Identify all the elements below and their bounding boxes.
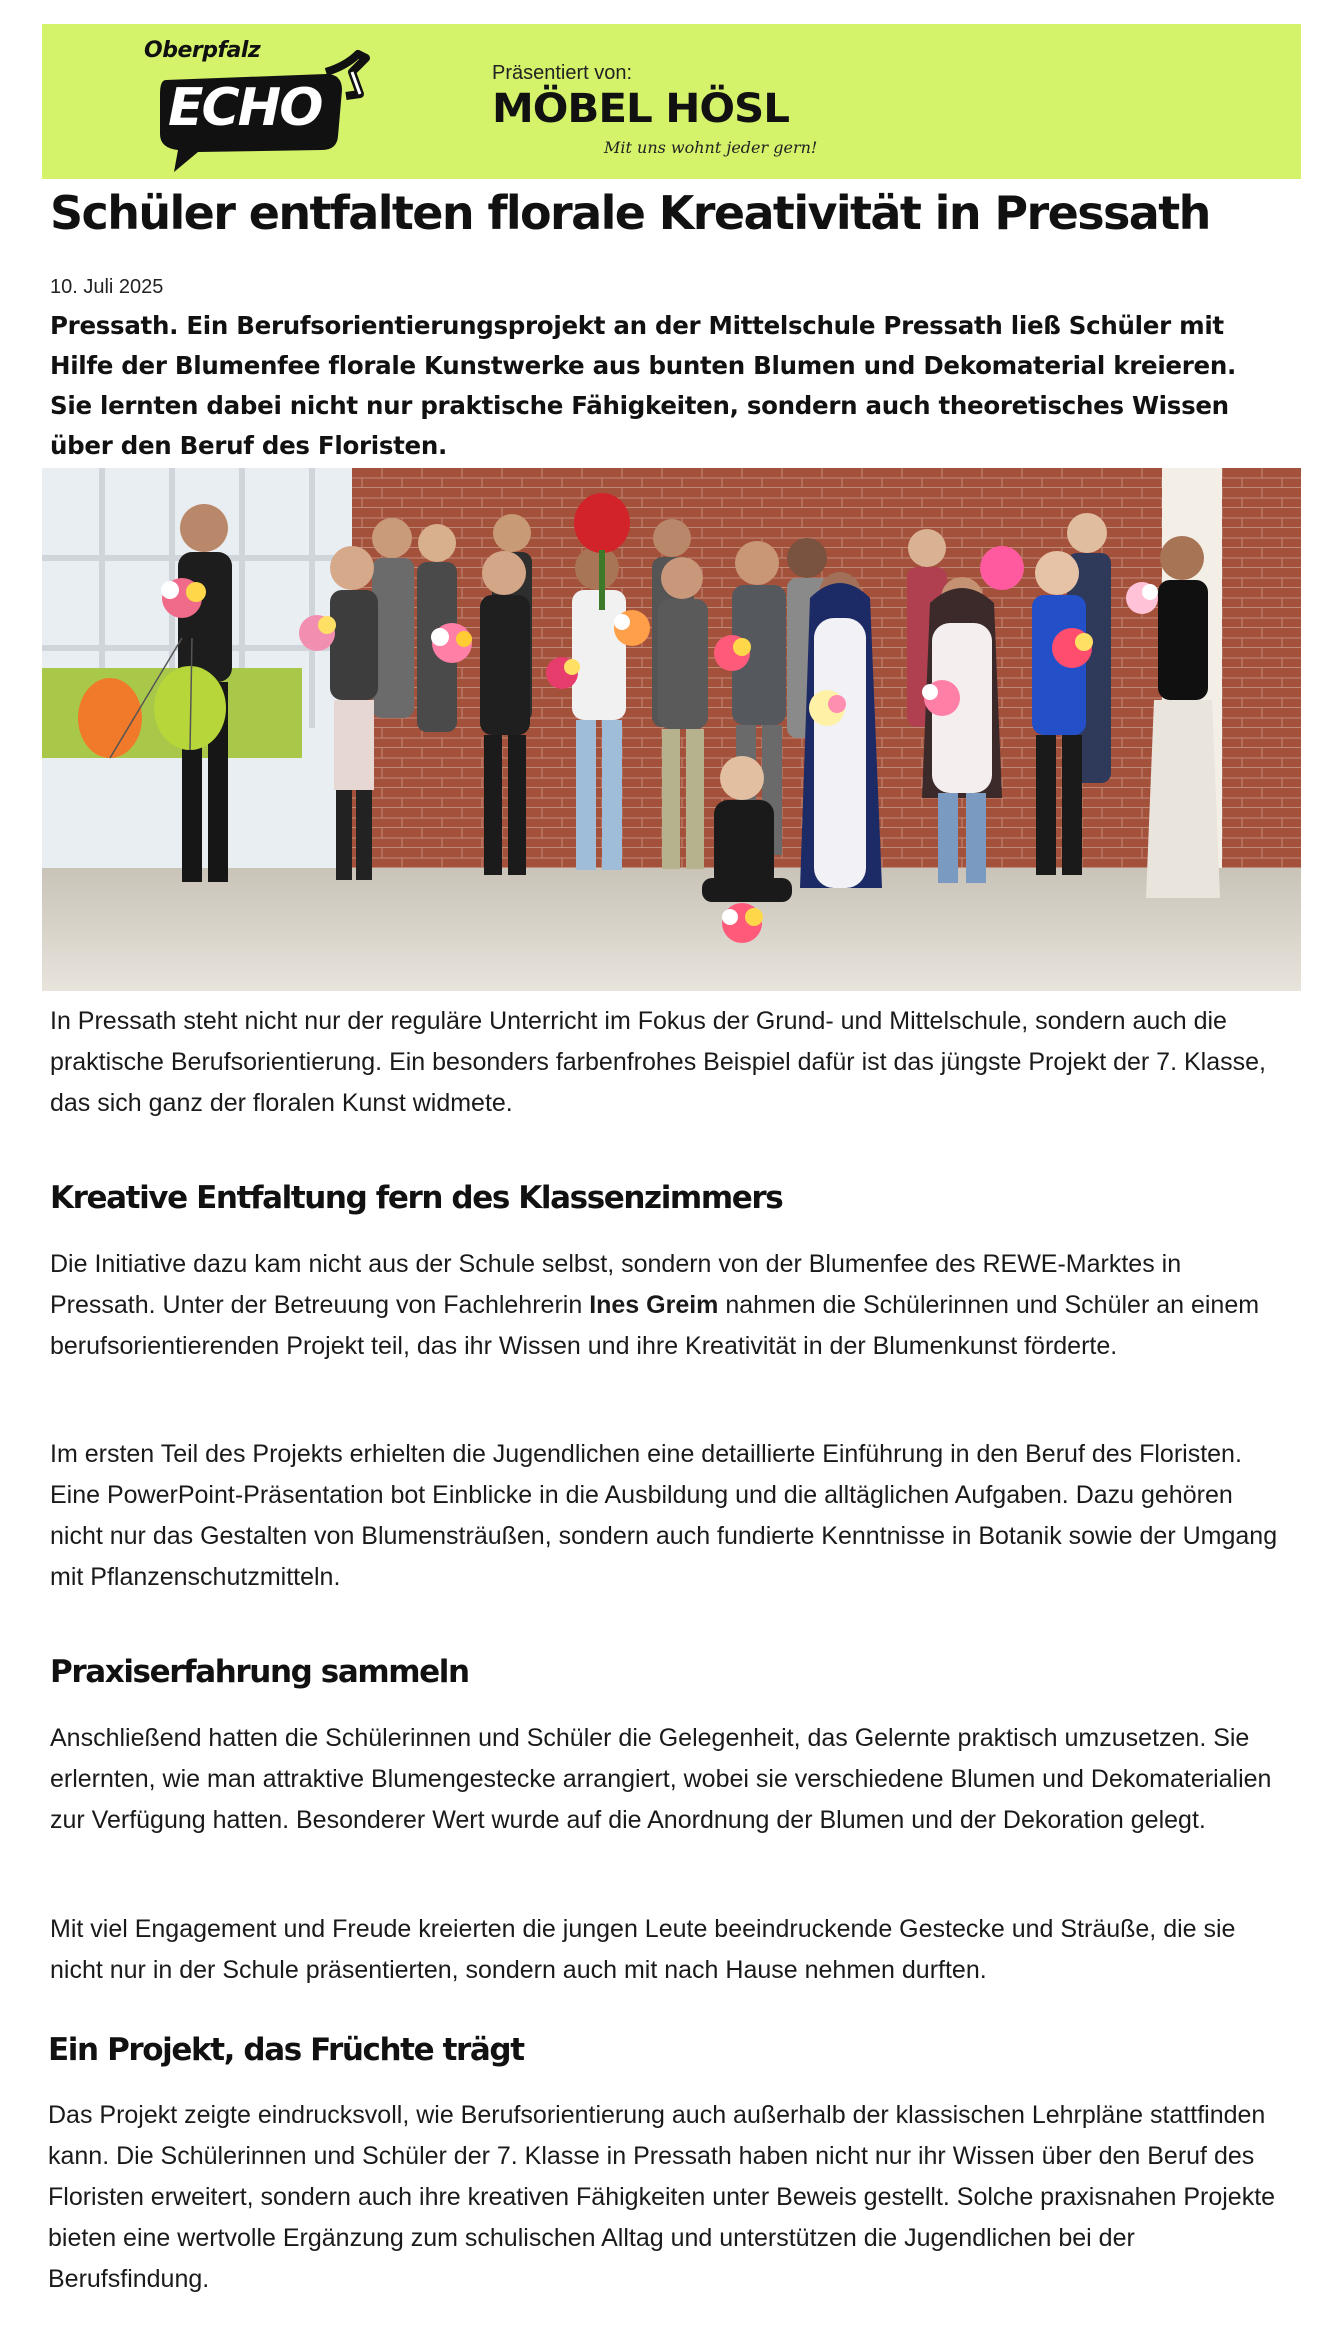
article-intro-paragraph: In Pressath steht nicht nur der reguläre Unterricht im Fokus der Grund- und Mittelschule, sondern auch die praktische Berufsorientierung. Ein besonders farbenfrohes Beispiel dafür ist das jüngste Projekt der 7. Klasse, das sich ganz der floralen Kunst widmete. [50,1007,1266,1117]
sponsor-logo[interactable]: MÖBEL HÖSL [492,86,789,132]
group-photo-image [42,468,1301,991]
presented-by-label: Präsentiert von: [492,62,633,84]
teacher-name: Ines Greim [589,1291,719,1319]
section-heading-fruechte: Ein Projekt, das Früchte trägt [48,2032,524,2068]
section2-paragraph-1: Anschließend hatten die Schülerinnen und Schüler die Gelegenheit, das Gelernte praktisch umzusetzen. Sie erlernten, wie man attraktive Blumengestecke arrangiert, wobei sie verschiedene Blumen und Dekomaterialien zur Verfügung hatten. Besonderer Wert wurde auf die Anordnung der Blumen und der Dekoration gelegt. [50,1724,1272,1834]
section-heading-kreative-entfaltung: Kreative Entfaltung fern des Klassenzimmers [50,1180,783,1216]
logo-region-text: Oberpfalz [144,38,261,63]
header-banner [42,24,1301,179]
article-headline: Schüler entfalten florale Kreativität in Pressath [50,186,1210,240]
section3-paragraph-1: Das Projekt zeigte eindrucksvoll, wie Berufsorientierung auch außerhalb der klassischen Lehrpläne stattfinden kann. Die Schülerinnen und Schüler der 7. Klasse in Pressath haben nicht nur ihr Wissen über den Beruf des Floristen erweitert, sondern auch ihre kreativen Fähigkeiten unter Beweis gestellt. Solche praxisnahen Projekte bieten eine wertvolle Ergänzung zum schulischen Alltag und unterstützen die Jugendlichen bei der Berufsfindung. [48,2101,1276,2293]
article-lead: Pressath. Ein Berufsorientierungsprojekt an der Mittelschule Pressath ließ Schüler mit Hilfe der Blumenfee florale Kunstwerke aus bunten Blumen und Dekomaterial kreieren. Sie lernten dabei nicht nur praktische Fähigkeiten, sondern auch theoretisches Wissen über den Beruf des Floristen. [50,311,1236,460]
article-photo [42,468,1301,991]
section2-paragraph-2: Mit viel Engagement und Freude kreierten die jungen Leute beeindruckende Gestecke und Sträuße, die sie nicht nur in der Schule präsentierten, sondern auch mit nach Hause nehmen durften. [50,1915,1236,1984]
section1-paragraph-2: Im ersten Teil des Projekts erhielten die Jugendlichen eine detaillierte Einführung in den Beruf des Floristen. Eine PowerPoint-Präsentation bot Einblicke in die Ausbildung und die alltäglichen Aufgaben. Dazu gehören nicht nur das Gestalten von Blumensträußen, sondern auch fundierte Kenntnisse in Botanik sowie der Umgang mit Pflanzenschutzmitteln. [50,1440,1278,1591]
sponsor-slogan: Mit uns wohnt jeder gern! [604,138,818,157]
section1-paragraph-1: Die Initiative dazu kam nicht aus der Schule selbst, sondern von der Blumenfee des REWE-Marktes in Pressath. Unter der Betreuung von Fachlehrerin Ines Greim nahmen die Schülerinnen und Schüler an einem berufsorientierenden Projekt teil, das ihr Wissen und ihre Kreativität in der Blumenkunst förderte. [50,1250,1260,1360]
section-heading-praxiserfahrung: Praxiserfahrung sammeln [50,1654,469,1690]
logo-echo-text: ECHO [168,78,322,138]
article-date: 10. Juli 2025 [50,276,164,298]
